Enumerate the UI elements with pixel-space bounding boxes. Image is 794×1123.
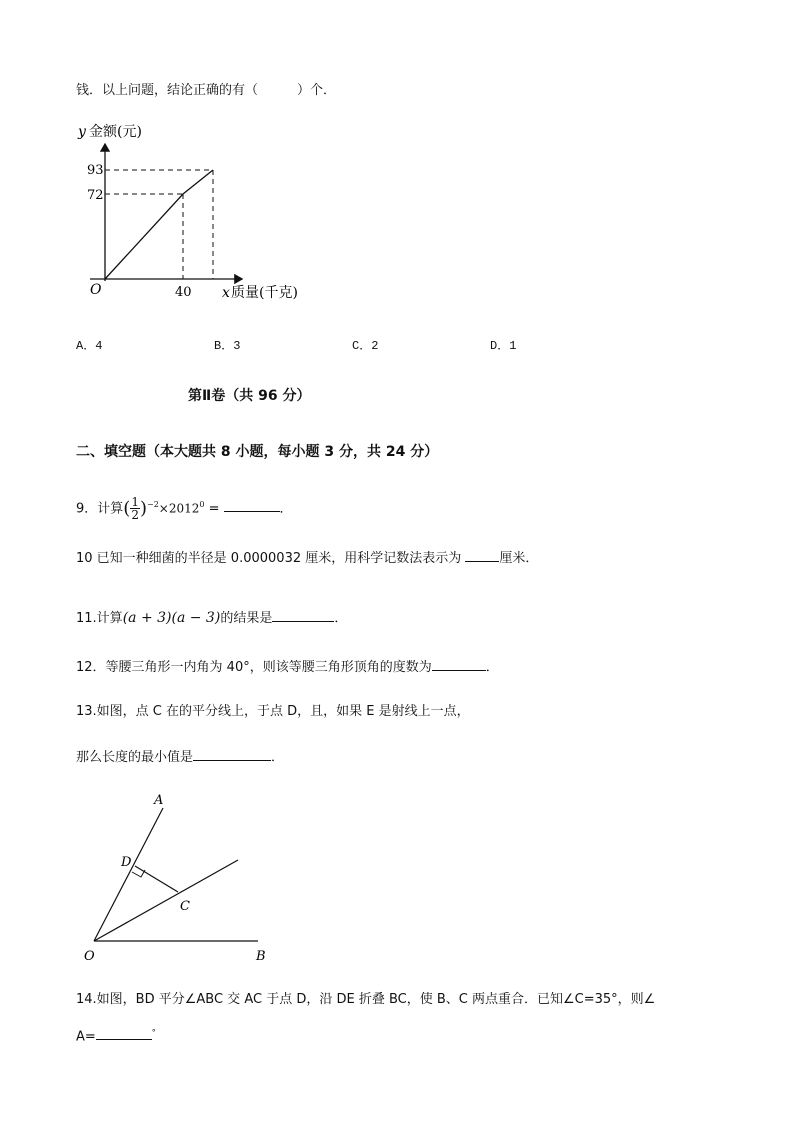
q9-exp1: −2 — [146, 500, 159, 509]
segment-dc — [135, 866, 178, 892]
question-14-line-2 — [76, 1024, 156, 1046]
q13-line2-text: 那么长度的最小值是 — [76, 750, 194, 765]
x-axis-label: 质量(千克) — [231, 285, 298, 301]
q14-line2-text: A= — [76, 1029, 96, 1045]
price-weight-graph — [70, 116, 320, 310]
y-var: y — [78, 124, 86, 140]
label-a: A — [154, 793, 164, 808]
x-var: x — [222, 285, 230, 301]
q11-expression: (a + 3)(a − 3) — [122, 610, 221, 626]
option-a: A．4 — [76, 339, 103, 353]
y-tick-93: 93 — [87, 163, 104, 178]
section2-title: 二、填空题（本大题共 8 小题，每小题 3 分，共 24 分） — [76, 444, 439, 460]
q9-paren-open: ( — [123, 497, 131, 519]
q11-suffix: 的结果是 — [220, 611, 273, 626]
label-d: D — [121, 855, 132, 870]
intro-line: 钱．以上问题，结论正确的有（ ）个． — [76, 83, 337, 98]
q9-paren-close: ) — [139, 497, 147, 519]
q12-answer-blank[interactable] — [432, 658, 486, 671]
q13-answer-blank[interactable] — [193, 748, 271, 761]
question-10 — [76, 549, 538, 568]
q14-degree: ° — [151, 1028, 156, 1037]
part2-title: 第Ⅱ卷（共 96 分） — [188, 388, 311, 404]
option-d: D．1 — [490, 339, 517, 353]
q10-suffix: 厘米． — [499, 551, 539, 566]
q11-answer-blank[interactable] — [272, 609, 334, 622]
q9-exp2: 0 — [199, 500, 205, 509]
q9-answer-blank[interactable] — [224, 499, 280, 512]
label-o: O — [84, 949, 95, 964]
angle-bisector-figure — [70, 788, 290, 968]
q9-eq: = — [204, 501, 220, 517]
q14-answer-blank[interactable] — [96, 1027, 152, 1040]
option-c: C．2 — [352, 339, 379, 353]
q9-mid: ×2012 — [158, 501, 200, 516]
q10-text: 已知一种细菌的半径是 0.0000032 厘米，用科学记数法表示为 — [92, 551, 466, 566]
question-13-line-2: 那么长度的最小值是 ． — [76, 750, 285, 765]
q12-text: 12．等腰三角形一内角为 40°，则该等腰三角形顶角的度数为 — [76, 660, 432, 675]
question-13-line-1: 13.如图，点 C 在的平分线上，于点 D，且，如果 E 是射线上一点， — [76, 704, 470, 719]
y-tick-72: 72 — [87, 188, 104, 203]
x-tick-40: 40 — [175, 285, 192, 300]
q11-prefix: 11.计算 — [76, 611, 123, 626]
q9-prefix: 9．计算 — [76, 501, 124, 517]
q10-num: 10 — [76, 551, 93, 566]
q10-answer-blank[interactable] — [465, 549, 499, 562]
question-11: 11.计算(a + 3)(a − 3)的结果是 ． — [76, 610, 348, 626]
q9-frac-num: 1 — [131, 495, 139, 510]
y-axis-label: 金额(元) — [89, 124, 142, 140]
q9-fraction — [130, 496, 140, 521]
question-12: 12．等腰三角形一内角为 40°，则该等腰三角形顶角的度数为 ． — [76, 660, 499, 675]
question-14-line-1: 14.如图，BD 平分∠ABC 交 AC 于点 D，沿 DE 折叠 BC，使 B、C 两点重合．已知∠C=35°，则∠ — [76, 992, 656, 1007]
label-b: B — [256, 949, 266, 964]
option-b: B．3 — [214, 339, 241, 353]
q9-frac-den: 2 — [131, 508, 139, 523]
question-9: 9．计算( $\frac{1}{2}$ )$^{-2}\times 2012^0$ = ． — [76, 495, 293, 523]
origin-label: O — [90, 282, 102, 298]
price-line — [105, 170, 213, 279]
label-c: C — [180, 899, 190, 914]
